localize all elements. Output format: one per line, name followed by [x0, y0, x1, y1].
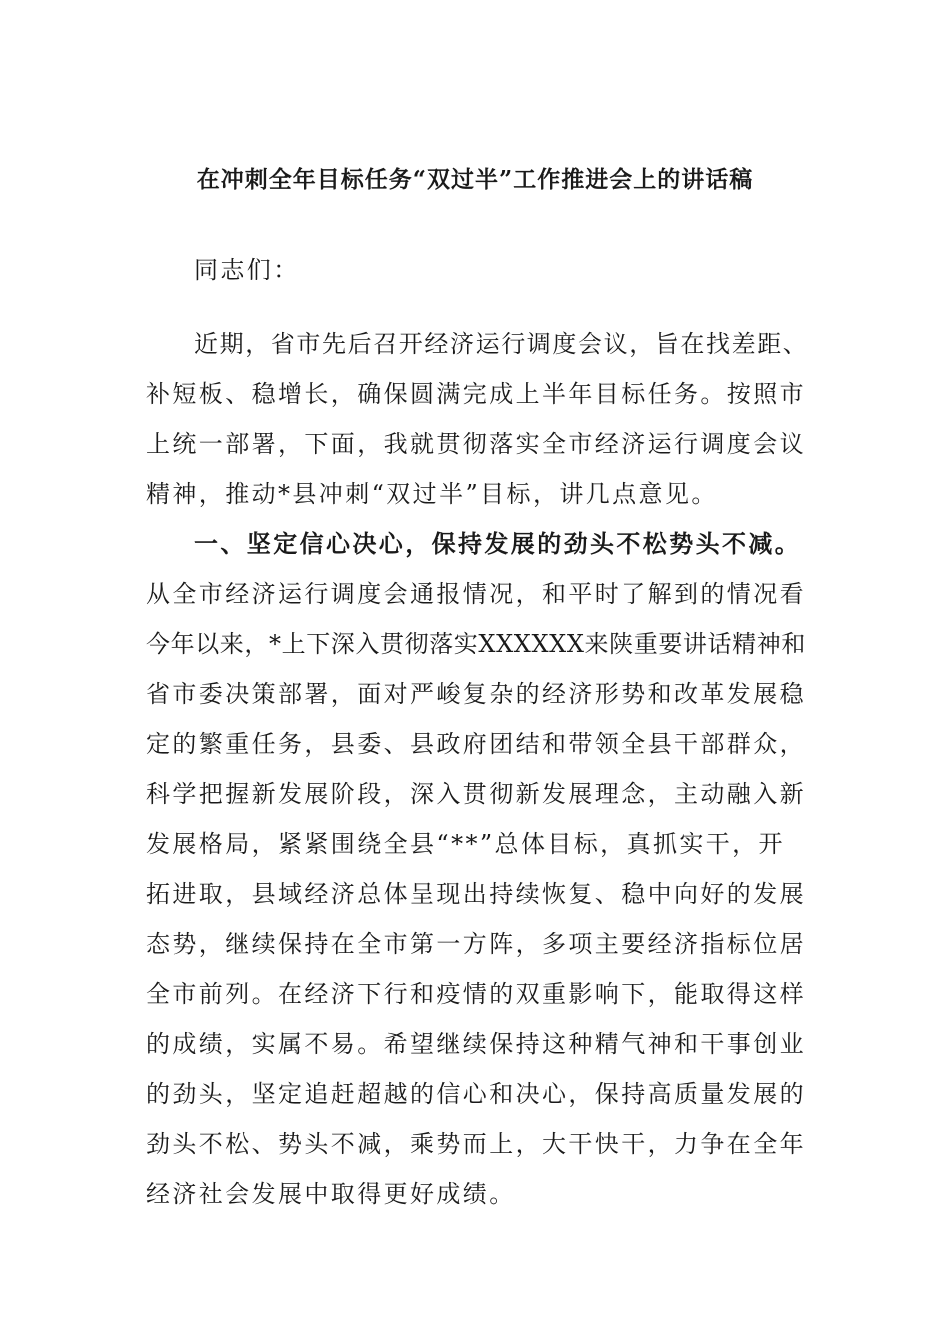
body-line: 的成绩，实属不易。希望继续保持这种精气神和干事创业: [146, 1030, 806, 1058]
body-line: 的劲头，坚定追赶超越的信心和决心，保持高质量发展的: [146, 1080, 806, 1108]
body-line: 经济社会发展中取得更好成绩。: [146, 1180, 516, 1208]
body-line: 全市前列。在经济下行和疫情的双重影响下，能取得这样: [146, 980, 806, 1008]
body-line: 定的繁重任务，县委、县政府团结和带领全县干部群众，: [146, 730, 806, 758]
body-line: 发展格局，紧紧围绕全县“**”总体目标，真抓实干，开: [146, 830, 785, 858]
body-line: 近期，省市先后召开经济运行调度会议，旨在找差距、: [194, 330, 809, 358]
body-line: 上统一部署，下面，我就贯彻落实全市经济运行调度会议: [146, 430, 806, 458]
section-heading: 一、坚定信心决心，保持发展的劲头不松势头不减。: [194, 529, 802, 558]
body-line: 今年以来，*上下深入贯彻落实XXXXXX来陕重要讲话精神和: [146, 630, 806, 658]
body-line: 科学把握新发展阶段，深入贯彻新发展理念，主动融入新: [146, 780, 806, 808]
body-line: 拓进取，县域经济总体呈现出持续恢复、稳中向好的发展: [146, 880, 806, 908]
body-line: 劲头不松、势头不减，乘势而上，大干快干，力争在全年: [146, 1130, 806, 1158]
body-line: 态势，继续保持在全市第一方阵，多项主要经济指标位居: [146, 930, 806, 958]
body-line: 从全市经济运行调度会通报情况，和平时了解到的情况看: [146, 580, 806, 608]
body-line: 省市委决策部署，面对严峻复杂的经济形势和改革发展稳: [146, 680, 806, 708]
body-line: 精神，推动*县冲刺“双过半”目标，讲几点意见。: [146, 480, 718, 508]
body-line: 补短板、稳增长，确保圆满完成上半年目标任务。按照市: [146, 380, 806, 408]
salutation: 同志们：: [194, 256, 300, 284]
document-title: 在冲刺全年目标任务“双过半”工作推进会上的讲话稿: [196, 166, 754, 193]
